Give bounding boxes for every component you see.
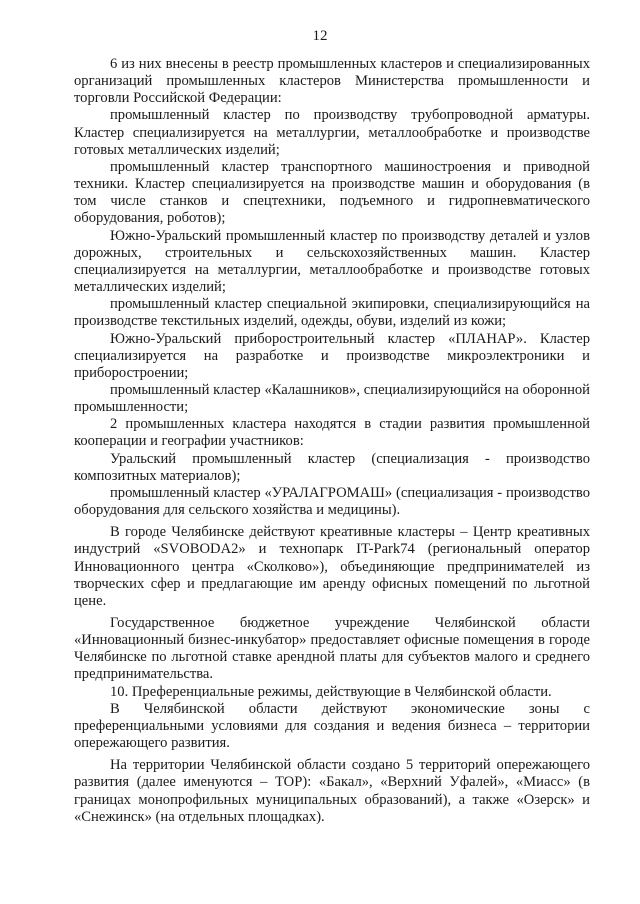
paragraph-transport-engineering-cluster: промышленный кластер транспортного машиностроения и приводной техники. Кластер специализируется на производстве машин и оборудования (в том числе станков и спецтехники, подъемного и гидропневматического оборудования, роботов);	[74, 158, 590, 227]
paragraph-developing-clusters-intro: 2 промышленных кластера находятся в стадии развития промышленной кооперации и географии участников:	[74, 416, 590, 450]
document-body	[74, 56, 590, 826]
paragraph-tor-list: На территории Челябинской области создано 5 территорий опережающего развития (далее именуются – ТОР): «Бакал», «Верхний Уфалей», «Миасс» (в границах монопрофильных муниципальных образований), а также «Озерск» и «Снежинск» (на отдельных площадках).	[74, 757, 590, 825]
paragraph-economic-zones: В Челябинской области действуют экономические зоны с преференциальными условиями для создания и ведения бизнеса – территории опережающего развития.	[74, 700, 590, 752]
paragraph-uralagromash-cluster: промышленный кластер «УРАЛАГРОМАШ» (специализация - производство оборудования для сельского хозяйства и медицины).	[74, 484, 590, 519]
paragraph-pipeline-valves-cluster: промышленный кластер по производству трубопроводной арматуры. Кластер специализируется на металлургии, металлообработке и производстве готовых металлических изделий;	[74, 107, 590, 158]
paragraph-clusters-intro: 6 из них внесены в реестр промышленных кластеров и специализированных организаций промышленных кластеров Министерства промышленности и торговли Российской Федерации:	[74, 56, 590, 107]
section-heading-preferential-regimes: 10. Преференциальные режимы, действующие в Челябинской области.	[110, 683, 552, 700]
paragraph-business-incubator: Государственное бюджетное учреждение Челябинской области «Инновационный бизнес-инкубатор» предоставляет офисные помещения в городе Челябинске по льготной ставке арендной платы для субъектов малого и среднего предпринимательства.	[74, 615, 590, 683]
paragraph-kalashnikov-cluster: промышленный кластер «Калашников», специализирующийся на оборонной промышленности;	[74, 381, 590, 416]
paragraph-creative-clusters: В городе Челябинске действуют креативные кластеры – Центр креативных индустрий «SVOBODA2» и технопарк IT-Park74 (региональный оператор Инновационного центра «Сколково»), объединяющие предпринимателей из творческих сфер и предлагающие им аренду офисных помещений по льготной цене.	[74, 524, 590, 609]
paragraph-planar-cluster: Южно-Уральский приборостроительный кластер «ПЛАНАР». Кластер специализируется на разработке и производстве микроэлектроники и приборостроении;	[74, 330, 590, 381]
page-number: 12	[312, 28, 328, 44]
paragraph-south-ural-machinery-cluster: Южно-Уральский промышленный кластер по производству деталей и узлов дорожных, строительных и сельскохозяйственных машин. Кластер специализируется на металлургии, металлообработке и производстве готовых металлических изделий;	[74, 227, 590, 296]
paragraph-ural-composites-cluster: Уральский промышленный кластер (специализация - производство композитных материалов);	[74, 450, 590, 484]
paragraph-special-equipment-cluster: промышленный кластер специальной экипировки, специализирующийся на производстве текстильных изделий, одежды, обуви, изделий из кожи;	[74, 296, 590, 330]
